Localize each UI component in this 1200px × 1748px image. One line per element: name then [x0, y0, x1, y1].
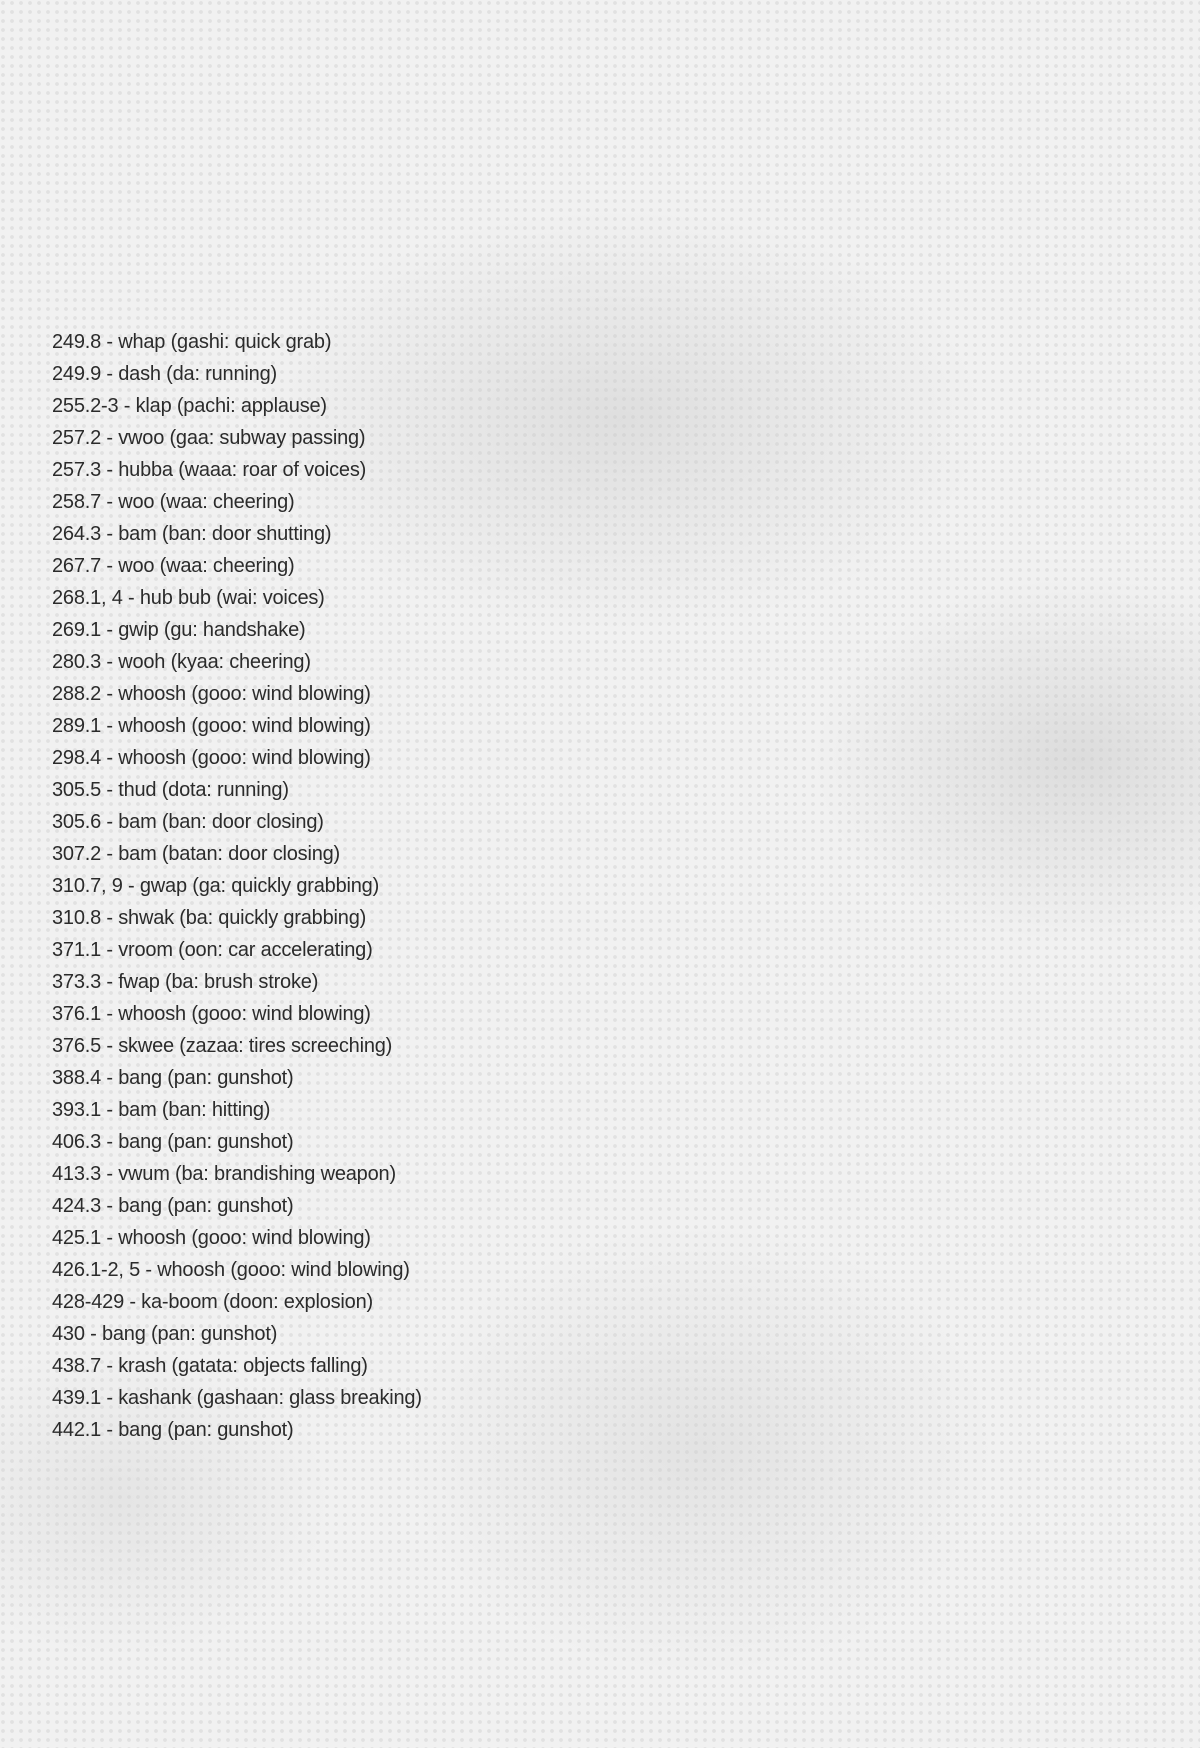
glossary-entry: 255.2-3 - klap (pachi: applause)	[52, 395, 327, 417]
glossary-entry: 269.1 - gwip (gu: handshake)	[52, 619, 306, 641]
glossary-entry: 267.7 - woo (waa: cheering)	[52, 555, 295, 577]
glossary-entry: 310.7, 9 - gwap (ga: quickly grabbing)	[52, 875, 380, 897]
sound-effects-glossary	[52, 326, 422, 1446]
glossary-entry: 268.1, 4 - hub bub (wai: voices)	[52, 587, 325, 609]
glossary-entry: 371.1 - vroom (oon: car accelerating)	[52, 939, 373, 961]
glossary-entry: 264.3 - bam (ban: door shutting)	[52, 523, 332, 545]
glossary-entry: 258.7 - woo (waa: cheering)	[52, 491, 295, 513]
glossary-entry: 388.4 - bang (pan: gunshot)	[52, 1067, 294, 1089]
glossary-entry: 257.3 - hubba (waaa: roar of voices)	[52, 459, 367, 481]
glossary-entry: 310.8 - shwak (ba: quickly grabbing)	[52, 907, 367, 929]
glossary-entry: 257.2 - vwoo (gaa: subway passing)	[52, 427, 366, 449]
glossary-entry: 305.6 - bam (ban: door closing)	[52, 811, 324, 833]
glossary-entry: 249.8 - whap (gashi: quick grab)	[52, 331, 332, 353]
glossary-entry: 424.3 - bang (pan: gunshot)	[52, 1195, 294, 1217]
glossary-entry: 426.1-2, 5 - whoosh (gooo: wind blowing)	[52, 1259, 410, 1281]
glossary-entry: 307.2 - bam (batan: door closing)	[52, 843, 341, 865]
glossary-entry: 425.1 - whoosh (gooo: wind blowing)	[52, 1227, 371, 1249]
glossary-entry: 289.1 - whoosh (gooo: wind blowing)	[52, 715, 371, 737]
glossary-entry: 413.3 - vwum (ba: brandishing weapon)	[52, 1163, 396, 1185]
glossary-entry: 439.1 - kashank (gashaan: glass breaking)	[52, 1387, 422, 1409]
glossary-entry: 438.7 - krash (gatata: objects falling)	[52, 1355, 368, 1377]
glossary-entry: 442.1 - bang (pan: gunshot)	[52, 1419, 294, 1441]
glossary-entry: 376.5 - skwee (zazaa: tires screeching)	[52, 1035, 393, 1057]
glossary-entry: 373.3 - fwap (ba: brush stroke)	[52, 971, 319, 993]
glossary-entry: 428-429 - ka-boom (doon: explosion)	[52, 1291, 373, 1313]
glossary-entry: 406.3 - bang (pan: gunshot)	[52, 1131, 294, 1153]
glossary-entry: 280.3 - wooh (kyaa: cheering)	[52, 651, 311, 673]
glossary-entry: 393.1 - bam (ban: hitting)	[52, 1099, 271, 1121]
glossary-entry: 288.2 - whoosh (gooo: wind blowing)	[52, 683, 371, 705]
glossary-entry: 298.4 - whoosh (gooo: wind blowing)	[52, 747, 371, 769]
glossary-entry: 430 - bang (pan: gunshot)	[52, 1323, 278, 1345]
glossary-entry: 249.9 - dash (da: running)	[52, 363, 277, 385]
glossary-entry: 376.1 - whoosh (gooo: wind blowing)	[52, 1003, 371, 1025]
glossary-entry: 305.5 - thud (dota: running)	[52, 779, 289, 801]
